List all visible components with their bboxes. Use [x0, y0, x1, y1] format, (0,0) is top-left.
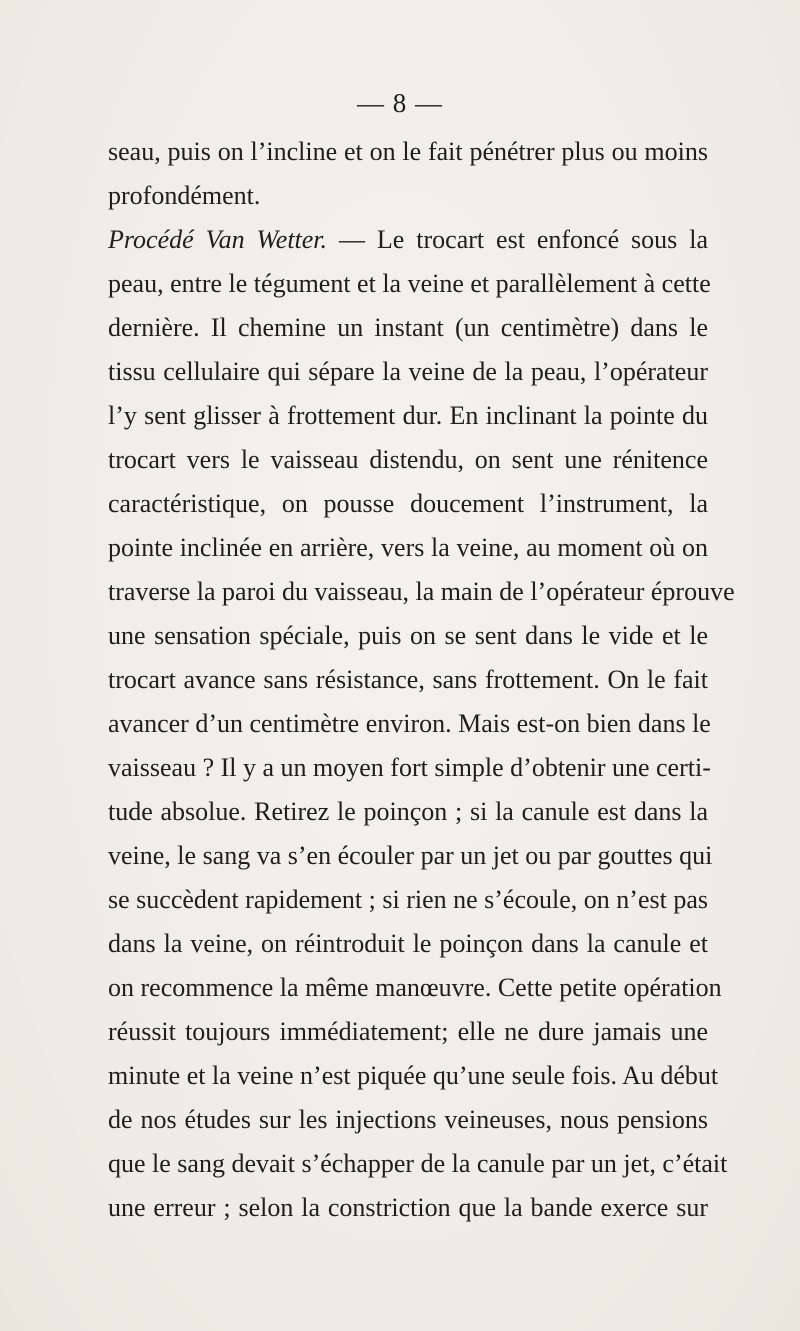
text-line: une erreur ; selon la constriction que la bande exerce sur: [108, 1193, 708, 1222]
text-line: se succèdent rapidement ; si rien ne s’écoule, on n’est pas: [108, 885, 708, 914]
text-line: peau, entre le tégument et la veine et parallèlement à cette: [108, 269, 711, 298]
text-line: dernière. Il chemine un instant (un centimètre) dans le: [108, 313, 708, 342]
text-line: minute et la veine n’est piquée qu’une seule fois. Au début: [108, 1061, 719, 1090]
text-line: on recommence la même manœuvre. Cette petite opération: [108, 973, 722, 1002]
text-line: tissu cellulaire qui sépare la veine de la peau, l’opérateur: [108, 357, 708, 386]
text-line: traverse la paroi du vaisseau, la main de l’opérateur éprouve: [108, 577, 735, 606]
text-line: profondément.: [108, 181, 261, 210]
text-line: tude absolue. Retirez le poinçon ; si la canule est dans la: [108, 797, 708, 826]
text-line: trocart vers le vaisseau distendu, on sent une rénitence: [108, 445, 708, 474]
text-line: seau, puis on l’incline et on le fait pénétrer plus ou moins: [108, 137, 708, 166]
text-line: veine, le sang va s’en écouler par un jet ou par gouttes qui: [108, 841, 713, 870]
text-line: caractéristique, on pousse doucement l’instrument, la: [108, 489, 708, 518]
text-line: réussit toujours immédiatement; elle ne dure jamais une: [108, 1017, 708, 1046]
page-number: — 8 —: [357, 88, 443, 118]
text-line: trocart avance sans résistance, sans frottement. On le fait: [108, 665, 708, 694]
text-line-rest: — Le trocart est enfoncé sous la: [327, 225, 708, 254]
body-text: [108, 130, 735, 1230]
procedure-title: Procédé Van Wetter.: [108, 225, 328, 254]
text-line: de nos études sur les injections veineuses, nous pensions: [108, 1105, 708, 1134]
text-line: avancer d’un centimètre environ. Mais est-on bien dans le: [108, 709, 711, 738]
text-line: dans la veine, on réintroduit le poinçon dans la canule et: [108, 929, 708, 958]
text-line: pointe inclinée en arrière, vers la veine, au moment où on: [108, 533, 708, 562]
text-line: une sensation spéciale, puis on se sent dans le vide et le: [108, 621, 708, 650]
text-line-with-title: [108, 218, 708, 262]
text-line: l’y sent glisser à frottement dur. En inclinant la pointe du: [108, 401, 708, 430]
text-line: vaisseau ? Il y a un moyen fort simple d’obtenir une certi-: [108, 753, 711, 782]
text-line: que le sang devait s’échapper de la canule par un jet, c’était: [108, 1149, 728, 1178]
